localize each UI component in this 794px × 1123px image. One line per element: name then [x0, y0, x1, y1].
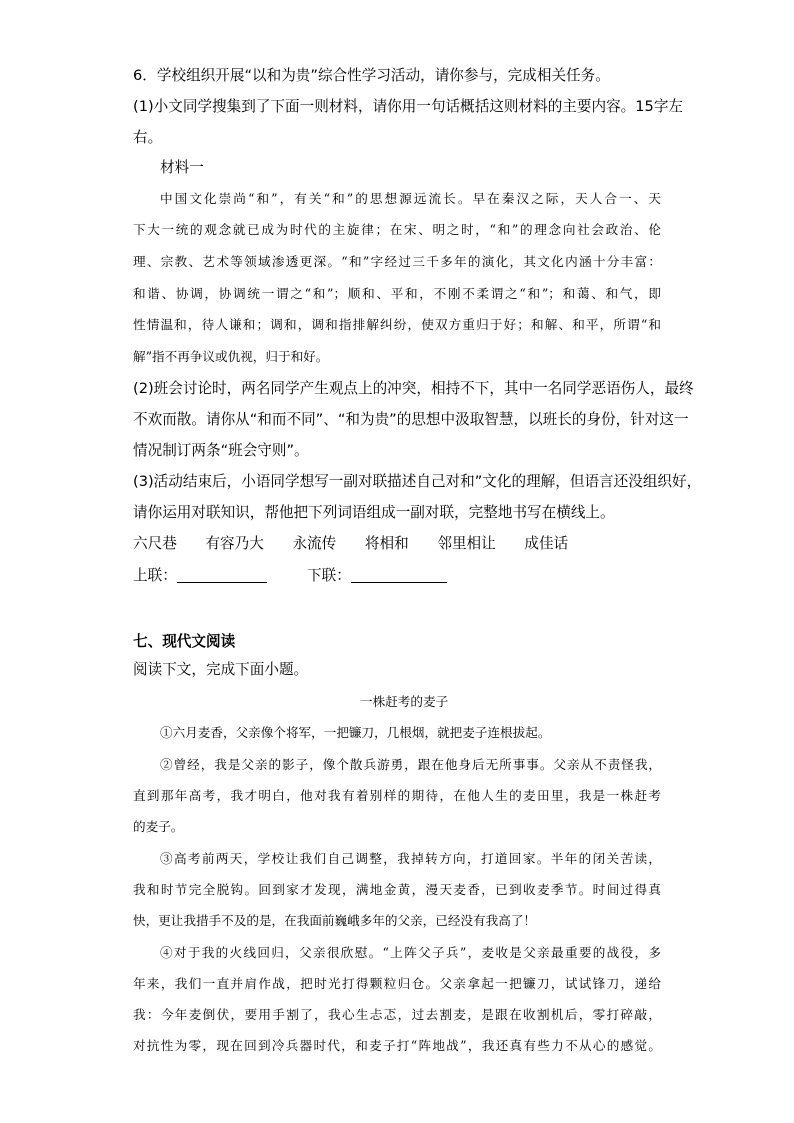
word-item: 将相和 — [364, 535, 409, 552]
section-7-instruction: 阅读下文，完成下面小题。 — [133, 661, 309, 678]
article-title: 一株赶考的麦子 — [360, 694, 449, 709]
material-line: 下大一统的观念就已成为时代的主旋律；在宋、明之时，“和”的理念向社会政治、伦 — [133, 222, 661, 237]
lower-couplet-label: 下联： — [307, 567, 351, 584]
word-item: 邻里相让 — [437, 535, 496, 552]
article-paragraph-line: 的麦子。 — [133, 819, 184, 834]
material-label: 材料一 — [160, 159, 204, 176]
article-paragraph-line: ④对于我的火线回归，父亲很欣慰。“上阵父子兵”，麦收是父亲最重要的战役，多 — [160, 945, 661, 960]
lower-couplet-blank[interactable] — [351, 568, 447, 583]
material-line: 和谐、协调，协调统一谓之“和”；顺和、平和，不刚不柔谓之“和”；和蔼、和气，即 — [133, 286, 661, 301]
q6-sub3-line: (3)活动结束后，小语同学想写一副对联描述自己对和”文化的理解，但语言还没组织好， — [133, 473, 702, 490]
material-line: 解”指不再争议或仇视，归于和好。 — [133, 349, 329, 364]
question-6-title: 6．学校组织开展“以和为贵”综合性学习活动，请你参与，完成相关任务。 — [133, 67, 610, 84]
word-item: 永流传 — [292, 535, 337, 552]
q6-sub2-line: (2)班会讨论时，两名同学产生观点上的冲突，相持不下，其中一名同学恶语伤人，最终 — [133, 380, 694, 397]
article-paragraph-line: ③高考前两天，学校让我们自己调整，我掉转方向，打道回家。半年的闭关苦读， — [160, 851, 661, 866]
article-paragraph-line: 直到那年高考，我才明白，他对我有着别样的期待，在他人生的麦田里，我是一株赶考 — [133, 788, 661, 803]
material-line: 性情温和，待人谦和；调和，调和指排解纠纷，使双方重归于好；和解、和平，所谓“和 — [133, 317, 661, 332]
upper-couplet-label: 上联： — [133, 567, 177, 584]
upper-couplet-blank[interactable] — [177, 568, 267, 583]
word-list — [133, 534, 592, 554]
lower-couplet-row — [307, 566, 447, 586]
word-item: 成佳话 — [524, 535, 569, 552]
q6-sub2-line: 情况制订两条“班会守则”。 — [133, 442, 309, 459]
material-line: 理、宗教、艺术等领域渗透更深。“和”字经过三千多年的演化，其文化内涵十分丰富： — [133, 254, 661, 269]
section-7-heading: 七、现代文阅读 — [133, 633, 236, 650]
material-line: 中国文化崇尚“和”，有关“和”的思想源远流长。早在秦汉之际，天人合一、天 — [160, 191, 661, 206]
article-paragraph-line: 快，更让我措手不及的是，在我面前巍峨多年的父亲，已经没有我高了！ — [133, 913, 536, 928]
article-paragraph-line: 对抗性为零，现在回到冷兵器时代，和麦子打“阵地战”，我还真有些力不从心的感觉。 — [133, 1038, 661, 1053]
article-paragraph-line: ②曾经，我是父亲的影子，像个散兵游勇，跟在他身后无所事事。父亲从不责怪我， — [160, 757, 661, 772]
article-paragraph-line: 我：今年麦倒伏，要用手割了，我心生忐忑，过去割麦，是跟在收割机后，零打碎敲， — [133, 1007, 661, 1022]
article-paragraph-line: 年来，我们一直并肩作战，把时光打得颗粒归仓。父亲拿起一把镰刀，试试锋刀，递给 — [133, 976, 661, 991]
q6-sub2-line: 不欢而散。请你从“和而不同”、“和为贵”的思想中汲取智慧，以班长的身份，针对这一 — [133, 411, 689, 428]
article-paragraph-line: 我和时节完全脱钩。回到家才发现，满地金黄，漫天麦香，已到收麦季节。时间过得真 — [133, 882, 661, 897]
q6-sub1-line2: 右。 — [133, 129, 163, 146]
word-item: 有容乃大 — [205, 535, 264, 552]
word-item: 六尺巷 — [133, 535, 177, 552]
q6-sub3-line: 请你运用对联知识，帮他把下列词语组成一副对联，完整地书写在横线上。 — [133, 504, 615, 521]
article-paragraph-line: ①六月麦香，父亲像个将军，一把镰刀，几根烟，就把麦子连根拔起。 — [160, 725, 551, 740]
upper-couplet-row — [133, 566, 267, 586]
q6-sub1-line1: (1)小文同学搜集到了下面一则材料，请你用一句话概括这则材料的主要内容。15字左 — [133, 98, 684, 115]
